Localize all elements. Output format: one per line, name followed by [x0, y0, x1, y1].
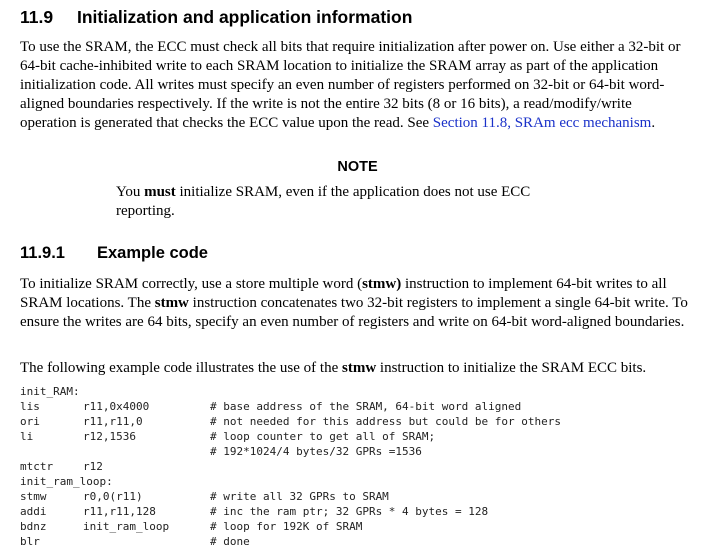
note-body	[116, 183, 576, 221]
code-operands: r11,r11,0	[83, 415, 143, 428]
stmw-paragraph-text-3: instruction concatenates two 32-bit registers to implement a single 64-bit write. To ensure the writes are 64 bits, specify an even number of registers and write on 64-bit word-aligned boundaries.	[20, 295, 688, 330]
example-intro-text-1: The following example code illustrates the use of the	[20, 360, 342, 376]
code-opcode: stmw	[20, 490, 47, 503]
code-block	[20, 384, 561, 549]
intro-end: .	[651, 115, 656, 131]
code-comment: # base address of the SRAM, 64-bit word aligned	[210, 400, 522, 413]
code-label: init_RAM:	[20, 385, 80, 398]
code-comment: # loop for 192K of SRAM	[210, 520, 363, 533]
code-line	[20, 504, 561, 519]
code-operands: r11,0x4000	[83, 400, 150, 413]
code-comment: # write all 32 GPRs to SRAM	[210, 490, 389, 503]
example-intro-bold: stmw	[342, 360, 377, 376]
code-line	[20, 399, 561, 414]
code-line	[20, 444, 561, 459]
stmw-bold-1: stmw)	[362, 276, 402, 292]
code-line	[20, 474, 561, 489]
code-operands: r12,1536	[83, 430, 136, 443]
note-emphasis: must	[144, 184, 176, 200]
subsection-heading	[20, 244, 208, 263]
code-opcode: bdnz	[20, 520, 47, 533]
code-comment: # loop counter to get all of SRAM;	[210, 430, 436, 443]
code-opcode: blr	[20, 535, 40, 548]
code-opcode: li	[20, 430, 34, 443]
section-number: 11.9	[20, 7, 54, 27]
code-operands: r12	[83, 460, 103, 473]
section-title: Initialization and application information	[77, 7, 413, 27]
code-operands: init_ram_loop	[83, 520, 170, 533]
code-line	[20, 489, 561, 504]
section-heading	[20, 7, 412, 28]
code-operands: r0,0(r11)	[83, 490, 143, 503]
code-label: init_ram_loop:	[20, 475, 113, 488]
code-line	[20, 534, 561, 549]
code-opcode: ori	[20, 415, 40, 428]
code-comment: # not needed for this address but could be for others	[210, 415, 561, 428]
stmw-paragraph-text-1: To initialize SRAM correctly, use a store multiple word (	[20, 276, 363, 292]
intro-text: To use the SRAM, the ECC must check all bits that require initialization after power on. Use either a 32-bit or 64-bit cache-inhibited write to each SRAM location to initialize the SRAM array as part of the application initialization code. All writes must specify an even number of registers performed on 32-bit or 64-bit word-aligned boundaries respectively. If the write is not the entire 32 bits (8 or 16 bits), a read/modify/write operation is generated that checks the ECC value upon the read. See	[20, 39, 681, 131]
subsection-number: 11.9.1	[20, 244, 65, 262]
note-post: initialize SRAM, even if the application does not use ECC reporting.	[116, 184, 531, 219]
code-line	[20, 384, 561, 399]
stmw-paragraph	[20, 275, 692, 332]
example-intro-paragraph	[20, 359, 695, 378]
code-operands: r11,r11,128	[83, 505, 156, 518]
note-pre: You	[116, 184, 145, 200]
example-intro-text-2: instruction to initialize the SRAM ECC bits.	[376, 360, 647, 376]
intro-paragraph	[20, 38, 692, 133]
code-line	[20, 459, 561, 474]
stmw-paragraph-text-2: instruction to implement 64-bit writes to all SRAM locations. The	[20, 276, 667, 311]
code-line	[20, 429, 561, 444]
code-comment: # done	[210, 535, 250, 548]
code-line	[20, 519, 561, 534]
code-opcode: lis	[20, 400, 40, 413]
note-title: NOTE	[337, 159, 378, 175]
stmw-bold-2: stmw	[154, 295, 189, 311]
code-comment: # 192*1024/4 bytes/32 GPRs =1536	[210, 445, 422, 458]
code-line	[20, 414, 561, 429]
section-link[interactable]: Section 11.8, SRAm ecc mechanism	[432, 115, 652, 131]
code-opcode: mtctr	[20, 460, 54, 473]
code-comment: # inc the ram ptr; 32 GPRs * 4 bytes = 128	[210, 505, 489, 518]
subsection-title: Example code	[97, 244, 208, 262]
code-opcode: addi	[20, 505, 47, 518]
